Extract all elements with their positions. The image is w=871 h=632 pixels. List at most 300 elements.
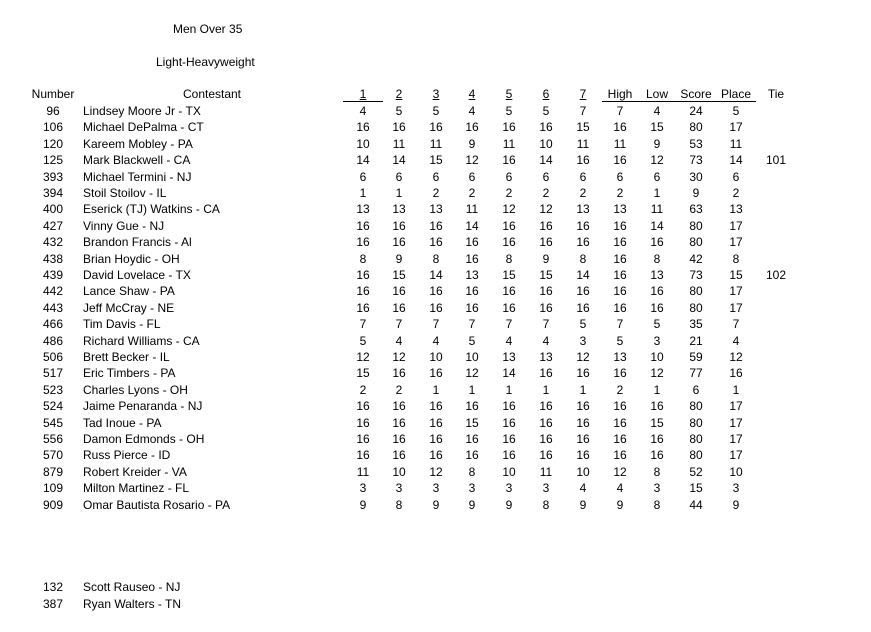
judge-4-score: 16 bbox=[465, 399, 479, 413]
contestant-number: 879 bbox=[42, 465, 64, 479]
contestant-number: 96 bbox=[46, 104, 60, 118]
judge-7-score: 11 bbox=[576, 137, 590, 151]
judge-6-score: 8 bbox=[542, 498, 550, 512]
contestant-number: 120 bbox=[42, 137, 64, 151]
contestant-name: Michael Termini - NJ bbox=[83, 170, 192, 184]
high-score: 2 bbox=[616, 383, 624, 397]
judge-2-score: 16 bbox=[392, 366, 406, 380]
high-score: 16 bbox=[613, 235, 627, 249]
judge-7-score: 7 bbox=[579, 104, 587, 118]
judge-5-score: 16 bbox=[502, 399, 516, 413]
contestant-name: Brett Becker - IL bbox=[83, 350, 170, 364]
contestant-name: David Lovelace - TX bbox=[83, 268, 191, 282]
low-score: 16 bbox=[650, 399, 664, 413]
judge-6-score: 16 bbox=[539, 219, 553, 233]
contestant-name: Brandon Francis - Al bbox=[83, 235, 192, 249]
contestant-name: Omar Bautista Rosario - PA bbox=[83, 498, 231, 512]
contestant-number: 556 bbox=[42, 432, 64, 446]
low-score: 15 bbox=[650, 416, 664, 430]
total-score: 73 bbox=[689, 268, 703, 282]
contestant-number: 432 bbox=[42, 235, 64, 249]
header-judge-5: 5 bbox=[505, 87, 513, 101]
judge-5-score: 16 bbox=[502, 448, 516, 462]
total-score: 52 bbox=[689, 465, 703, 479]
contestant-name: Jaime Penaranda - NJ bbox=[83, 399, 203, 413]
judge-5-score: 16 bbox=[502, 120, 516, 134]
judge-4-score: 2 bbox=[468, 186, 476, 200]
total-score: 80 bbox=[689, 399, 703, 413]
low-score: 3 bbox=[653, 334, 661, 348]
judge-1-score: 16 bbox=[356, 399, 370, 413]
judge-1-score: 14 bbox=[356, 153, 370, 167]
judge-4-score: 16 bbox=[465, 284, 479, 298]
entrant-number: 132 bbox=[42, 580, 64, 594]
place: 15 bbox=[729, 268, 743, 282]
high-score: 16 bbox=[613, 301, 627, 315]
judge-5-score: 16 bbox=[502, 301, 516, 315]
contestant-number: 438 bbox=[42, 252, 64, 266]
judge-4-score: 14 bbox=[465, 219, 479, 233]
judge-7-score: 16 bbox=[576, 301, 590, 315]
judge-7-score: 15 bbox=[576, 120, 590, 134]
judge-4-score: 16 bbox=[465, 235, 479, 249]
judge-3-score: 3 bbox=[432, 481, 440, 495]
judge-6-score: 3 bbox=[542, 481, 550, 495]
contestant-name: Tim Davis - FL bbox=[83, 317, 161, 331]
total-score: 59 bbox=[689, 350, 703, 364]
judge-4-score: 12 bbox=[465, 366, 479, 380]
judge-1-score: 1 bbox=[359, 186, 367, 200]
high-score: 16 bbox=[613, 284, 627, 298]
judge-6-score: 13 bbox=[539, 350, 553, 364]
judge-2-score: 16 bbox=[392, 301, 406, 315]
judge-6-score: 16 bbox=[539, 120, 553, 134]
judge-5-score: 16 bbox=[502, 235, 516, 249]
total-score: 80 bbox=[689, 416, 703, 430]
total-score: 6 bbox=[692, 383, 700, 397]
judge-5-score: 9 bbox=[505, 498, 513, 512]
judge-2-score: 4 bbox=[395, 334, 403, 348]
place: 17 bbox=[729, 235, 743, 249]
judge-3-score: 2 bbox=[432, 186, 440, 200]
low-score: 6 bbox=[653, 170, 661, 184]
judge-3-score: 13 bbox=[429, 202, 443, 216]
place: 17 bbox=[729, 399, 743, 413]
contestant-name: Russ Pierce - ID bbox=[83, 448, 171, 462]
low-score: 16 bbox=[650, 432, 664, 446]
contestant-number: 466 bbox=[42, 317, 64, 331]
judge-5-score: 2 bbox=[505, 186, 513, 200]
header-high: High bbox=[607, 87, 633, 101]
judge-5-score: 6 bbox=[505, 170, 513, 184]
judge-5-score: 16 bbox=[502, 416, 516, 430]
judge-2-score: 16 bbox=[392, 284, 406, 298]
total-score: 73 bbox=[689, 153, 703, 167]
judge-2-score: 2 bbox=[395, 383, 403, 397]
judge-2-score: 12 bbox=[392, 350, 406, 364]
page-title: Men Over 35 bbox=[173, 22, 243, 36]
total-score: 35 bbox=[689, 317, 703, 331]
judge-1-score: 16 bbox=[356, 301, 370, 315]
judge-6-score: 16 bbox=[539, 284, 553, 298]
judge-7-score: 16 bbox=[576, 235, 590, 249]
judge-5-score: 16 bbox=[502, 219, 516, 233]
low-score: 12 bbox=[650, 366, 664, 380]
judge-2-score: 16 bbox=[392, 219, 406, 233]
entrant-name: Scott Rauseo - NJ bbox=[83, 580, 181, 594]
low-score: 8 bbox=[653, 252, 661, 266]
total-score: 42 bbox=[689, 252, 703, 266]
judge-2-score: 6 bbox=[395, 170, 403, 184]
high-score: 5 bbox=[616, 334, 624, 348]
judge-2-score: 16 bbox=[392, 416, 406, 430]
judge-7-score: 16 bbox=[576, 416, 590, 430]
judge-2-score: 15 bbox=[392, 268, 406, 282]
total-score: 80 bbox=[689, 432, 703, 446]
judge-4-score: 12 bbox=[465, 153, 479, 167]
high-score: 16 bbox=[613, 366, 627, 380]
low-score: 4 bbox=[653, 104, 661, 118]
high-score: 16 bbox=[613, 448, 627, 462]
judge-3-score: 6 bbox=[432, 170, 440, 184]
high-score: 16 bbox=[613, 252, 627, 266]
judge-3-score: 4 bbox=[432, 334, 440, 348]
contestant-name: Michael DePalma - CT bbox=[83, 120, 204, 134]
high-score: 2 bbox=[616, 186, 624, 200]
judge-6-score: 1 bbox=[542, 383, 550, 397]
judge-7-score: 16 bbox=[576, 219, 590, 233]
judge-1-score: 5 bbox=[359, 334, 367, 348]
judge-2-score: 16 bbox=[392, 120, 406, 134]
judge-5-score: 14 bbox=[502, 366, 516, 380]
judge-6-score: 16 bbox=[539, 366, 553, 380]
contestant-name: Stoil Stoilov - IL bbox=[83, 186, 167, 200]
low-score: 16 bbox=[650, 235, 664, 249]
judge-3-score: 16 bbox=[429, 416, 443, 430]
judge-1-score: 2 bbox=[359, 383, 367, 397]
judge-3-score: 16 bbox=[429, 120, 443, 134]
total-score: 80 bbox=[689, 284, 703, 298]
judge-1-score: 16 bbox=[356, 448, 370, 462]
total-score: 80 bbox=[689, 219, 703, 233]
contestant-number: 486 bbox=[42, 334, 64, 348]
judge-4-score: 5 bbox=[468, 334, 476, 348]
judge-3-score: 16 bbox=[429, 235, 443, 249]
judge-7-score: 16 bbox=[576, 448, 590, 462]
judge-2-score: 16 bbox=[392, 432, 406, 446]
judge-1-score: 16 bbox=[356, 235, 370, 249]
high-score: 4 bbox=[616, 481, 624, 495]
contestant-number: 517 bbox=[42, 366, 64, 380]
judge-7-score: 3 bbox=[579, 334, 587, 348]
low-score: 3 bbox=[653, 481, 661, 495]
low-score: 16 bbox=[650, 284, 664, 298]
judge-4-score: 11 bbox=[465, 202, 479, 216]
contestant-number: 443 bbox=[42, 301, 64, 315]
judge-4-score: 3 bbox=[468, 481, 476, 495]
judge-5-score: 16 bbox=[502, 284, 516, 298]
judge-1-score: 7 bbox=[359, 317, 367, 331]
place: 8 bbox=[732, 252, 740, 266]
place: 3 bbox=[732, 481, 740, 495]
high-score: 13 bbox=[613, 350, 627, 364]
place: 11 bbox=[729, 137, 743, 151]
judge-5-score: 15 bbox=[502, 268, 516, 282]
contestant-name: Robert Kreider - VA bbox=[83, 465, 187, 479]
low-score: 15 bbox=[650, 120, 664, 134]
judge-5-score: 4 bbox=[505, 334, 513, 348]
judge-4-score: 6 bbox=[468, 170, 476, 184]
judge-6-score: 11 bbox=[539, 465, 553, 479]
judge-2-score: 13 bbox=[392, 202, 406, 216]
low-score: 8 bbox=[653, 498, 661, 512]
place: 1 bbox=[732, 383, 740, 397]
judge-5-score: 1 bbox=[505, 383, 513, 397]
judge-6-score: 12 bbox=[539, 202, 553, 216]
total-score: 80 bbox=[689, 301, 703, 315]
judge-2-score: 9 bbox=[395, 252, 403, 266]
header-judge-1: 1 bbox=[359, 87, 367, 101]
contestant-number: 400 bbox=[42, 202, 64, 216]
judge-1-score: 3 bbox=[359, 481, 367, 495]
judge-5-score: 16 bbox=[502, 432, 516, 446]
contestant-name: Lindsey Moore Jr - TX bbox=[83, 104, 201, 118]
judge-1-score: 16 bbox=[356, 219, 370, 233]
place: 6 bbox=[732, 170, 740, 184]
high-score: 7 bbox=[616, 104, 624, 118]
place: 12 bbox=[729, 350, 743, 364]
judge-4-score: 4 bbox=[468, 104, 476, 118]
place: 17 bbox=[729, 432, 743, 446]
judge-4-score: 8 bbox=[468, 465, 476, 479]
low-score: 14 bbox=[650, 219, 664, 233]
judge-1-score: 9 bbox=[359, 498, 367, 512]
low-score: 1 bbox=[653, 186, 661, 200]
low-score: 5 bbox=[653, 317, 661, 331]
high-score: 16 bbox=[613, 399, 627, 413]
judge-6-score: 10 bbox=[539, 137, 553, 151]
judge-3-score: 16 bbox=[429, 432, 443, 446]
judge-4-score: 16 bbox=[465, 448, 479, 462]
contestant-name: Richard Williams - CA bbox=[83, 334, 200, 348]
judge-7-score: 16 bbox=[576, 366, 590, 380]
contestant-number: 106 bbox=[42, 120, 64, 134]
judge-7-score: 10 bbox=[576, 465, 590, 479]
contestant-number: 523 bbox=[42, 383, 64, 397]
low-score: 1 bbox=[653, 383, 661, 397]
judge-2-score: 16 bbox=[392, 399, 406, 413]
judge-1-score: 4 bbox=[359, 104, 367, 118]
header-judge-4: 4 bbox=[468, 87, 476, 101]
place: 7 bbox=[732, 317, 740, 331]
total-score: 30 bbox=[689, 170, 703, 184]
tie-break: 102 bbox=[765, 268, 787, 282]
judge-3-score: 16 bbox=[429, 284, 443, 298]
contestant-number: 394 bbox=[42, 186, 64, 200]
contestant-number: 427 bbox=[42, 219, 64, 233]
judge-7-score: 2 bbox=[579, 186, 587, 200]
judge-2-score: 16 bbox=[392, 448, 406, 462]
judge-1-score: 12 bbox=[356, 350, 370, 364]
judge-7-score: 13 bbox=[576, 202, 590, 216]
judge-7-score: 1 bbox=[579, 383, 587, 397]
contestant-name: Charles Lyons - OH bbox=[83, 383, 188, 397]
contestant-name: Damon Edmonds - OH bbox=[83, 432, 205, 446]
judge-4-score: 16 bbox=[465, 301, 479, 315]
judge-7-score: 14 bbox=[576, 268, 590, 282]
high-score: 16 bbox=[613, 120, 627, 134]
judge-3-score: 8 bbox=[432, 252, 440, 266]
judge-6-score: 5 bbox=[542, 104, 550, 118]
judge-3-score: 7 bbox=[432, 317, 440, 331]
judge-5-score: 16 bbox=[502, 153, 516, 167]
place: 4 bbox=[732, 334, 740, 348]
judge-6-score: 9 bbox=[542, 252, 550, 266]
judge-1-score: 11 bbox=[356, 465, 370, 479]
judge-3-score: 16 bbox=[429, 366, 443, 380]
judge-6-score: 15 bbox=[539, 268, 553, 282]
judge-3-score: 15 bbox=[429, 153, 443, 167]
place: 2 bbox=[732, 186, 740, 200]
high-score: 16 bbox=[613, 219, 627, 233]
judge-5-score: 3 bbox=[505, 481, 513, 495]
place: 10 bbox=[729, 465, 743, 479]
place: 17 bbox=[729, 448, 743, 462]
judge-6-score: 16 bbox=[539, 448, 553, 462]
judge-1-score: 16 bbox=[356, 284, 370, 298]
judge-6-score: 16 bbox=[539, 399, 553, 413]
total-score: 80 bbox=[689, 120, 703, 134]
judge-5-score: 10 bbox=[502, 465, 516, 479]
judge-4-score: 9 bbox=[468, 498, 476, 512]
judge-2-score: 14 bbox=[392, 153, 406, 167]
contestant-name: Eric Timbers - PA bbox=[83, 366, 176, 380]
judge-4-score: 16 bbox=[465, 432, 479, 446]
judge-6-score: 16 bbox=[539, 301, 553, 315]
header-contestant: Contestant bbox=[182, 87, 242, 101]
judge-1-score: 15 bbox=[356, 366, 370, 380]
total-score: 15 bbox=[689, 481, 703, 495]
judge-7-score: 4 bbox=[579, 481, 587, 495]
header-number: Number bbox=[31, 87, 75, 101]
judge-7-score: 6 bbox=[579, 170, 587, 184]
high-score: 12 bbox=[613, 465, 627, 479]
judge-1-score: 16 bbox=[356, 432, 370, 446]
judge-7-score: 9 bbox=[579, 498, 587, 512]
judge-2-score: 3 bbox=[395, 481, 403, 495]
contestant-number: 909 bbox=[42, 498, 64, 512]
judge-6-score: 4 bbox=[542, 334, 550, 348]
header-low: Low bbox=[645, 87, 669, 101]
judge-3-score: 16 bbox=[429, 399, 443, 413]
high-score: 16 bbox=[613, 416, 627, 430]
high-score: 16 bbox=[613, 153, 627, 167]
judge-3-score: 16 bbox=[429, 219, 443, 233]
judge-7-score: 16 bbox=[576, 399, 590, 413]
judge-3-score: 11 bbox=[429, 137, 443, 151]
contestant-name: Vinny Gue - NJ bbox=[83, 219, 165, 233]
contestant-name: Mark Blackwell - CA bbox=[83, 153, 191, 167]
judge-1-score: 16 bbox=[356, 416, 370, 430]
judge-3-score: 14 bbox=[429, 268, 443, 282]
low-score: 16 bbox=[650, 448, 664, 462]
judge-6-score: 16 bbox=[539, 416, 553, 430]
contestant-name: Jeff McCray - NE bbox=[83, 301, 175, 315]
contestant-number: 506 bbox=[42, 350, 64, 364]
place: 9 bbox=[732, 498, 740, 512]
judge-7-score: 12 bbox=[576, 350, 590, 364]
low-score: 9 bbox=[653, 137, 661, 151]
header-judge-2: 2 bbox=[395, 87, 403, 101]
judge-2-score: 5 bbox=[395, 104, 403, 118]
header-tie: Tie bbox=[767, 87, 785, 101]
judge-4-score: 13 bbox=[465, 268, 479, 282]
low-score: 13 bbox=[650, 268, 664, 282]
total-score: 21 bbox=[689, 334, 703, 348]
judge-4-score: 1 bbox=[468, 383, 476, 397]
header-judge-6: 6 bbox=[542, 87, 550, 101]
judge-6-score: 6 bbox=[542, 170, 550, 184]
judge-7-score: 5 bbox=[579, 317, 587, 331]
place: 13 bbox=[729, 202, 743, 216]
judge-5-score: 12 bbox=[502, 202, 516, 216]
place: 17 bbox=[729, 301, 743, 315]
contestant-number: 524 bbox=[42, 399, 64, 413]
judge-4-score: 15 bbox=[465, 416, 479, 430]
header-score: Score bbox=[680, 87, 712, 101]
judge-3-score: 12 bbox=[429, 465, 443, 479]
contestant-number: 442 bbox=[42, 284, 64, 298]
contestant-name: Lance Shaw - PA bbox=[83, 284, 175, 298]
judge-6-score: 16 bbox=[539, 235, 553, 249]
high-score: 16 bbox=[613, 268, 627, 282]
judge-5-score: 13 bbox=[502, 350, 516, 364]
judge-2-score: 16 bbox=[392, 235, 406, 249]
judge-3-score: 16 bbox=[429, 448, 443, 462]
tie-break: 101 bbox=[765, 153, 787, 167]
contestant-name: Kareem Mobley - PA bbox=[83, 137, 193, 151]
judge-1-score: 10 bbox=[356, 137, 370, 151]
weight-class-subtitle: Light-Heavyweight bbox=[156, 55, 255, 69]
judge-5-score: 11 bbox=[502, 137, 516, 151]
place: 17 bbox=[729, 120, 743, 134]
contestant-name: Eserick (TJ) Watkins - CA bbox=[83, 202, 220, 216]
high-score: 7 bbox=[616, 317, 624, 331]
place: 17 bbox=[729, 416, 743, 430]
judge-3-score: 1 bbox=[432, 383, 440, 397]
judge-4-score: 16 bbox=[465, 120, 479, 134]
entrant-name: Ryan Walters - TN bbox=[83, 597, 182, 611]
judge-4-score: 9 bbox=[468, 137, 476, 151]
judge-1-score: 16 bbox=[356, 120, 370, 134]
header-judge-3: 3 bbox=[432, 87, 440, 101]
total-score: 53 bbox=[689, 137, 703, 151]
judge-3-score: 5 bbox=[432, 104, 440, 118]
judge-5-score: 5 bbox=[505, 104, 513, 118]
contestant-number: 545 bbox=[42, 416, 64, 430]
judge-1-score: 13 bbox=[356, 202, 370, 216]
judge-6-score: 7 bbox=[542, 317, 550, 331]
judge-7-score: 16 bbox=[576, 432, 590, 446]
header-judge-7: 7 bbox=[579, 87, 587, 101]
judge-1-score: 8 bbox=[359, 252, 367, 266]
total-score: 44 bbox=[689, 498, 703, 512]
low-score: 8 bbox=[653, 465, 661, 479]
total-score: 80 bbox=[689, 448, 703, 462]
header-place: Place bbox=[720, 87, 752, 101]
contestant-number: 125 bbox=[42, 153, 64, 167]
contestant-name: Milton Martinez - FL bbox=[83, 481, 190, 495]
